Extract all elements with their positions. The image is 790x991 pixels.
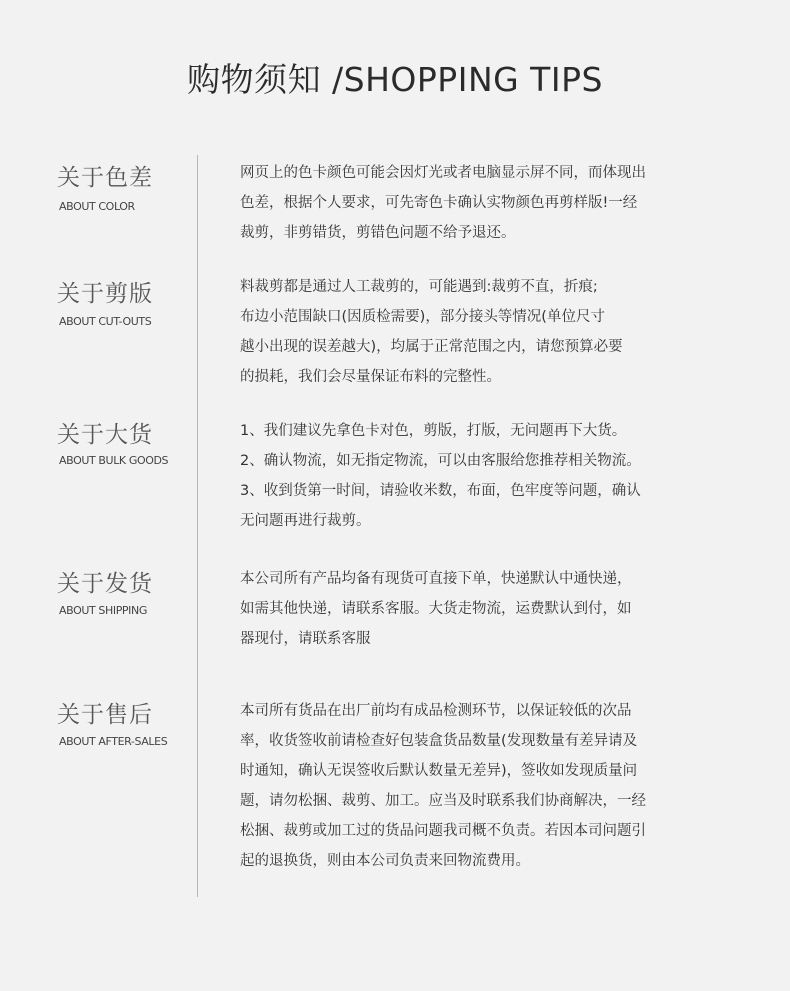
after-sales-text-line: 松捆、裁剪或加工过的货品问题我司概不负责。若因本司问题引	[240, 823, 646, 839]
cutouts-text-line: 料裁剪都是通过人工裁剪的，可能遇到:裁剪不直，折痕;	[240, 279, 598, 295]
bulk-goods-text-line: 1、我们建议先拿色卡对色，剪版，打版，无问题再下大货。	[240, 423, 627, 439]
shipping-text-line: 如需其他快递，请联系客服。大货走物流，运费默认到付，如	[240, 601, 632, 617]
color-text-line: 网页上的色卡颜色可能会因灯光或者电脑显示屏不同，而体现出	[240, 165, 646, 181]
after-sales-text-line: 起的退换货，则由本公司负责来回物流费用。	[240, 853, 530, 869]
bulk-goods-text-line: 3、收到货第一时间，请验收米数，布面，色牢度等问题，确认	[240, 483, 641, 499]
section-subtitle-shipping: ABOUT SHIPPING	[59, 604, 147, 617]
after-sales-text-line: 题，请勿松捆、裁剪、加工。应当及时联系我们协商解决，一经	[240, 793, 646, 809]
after-sales-text-line: 本司所有货品在出厂前均有成品检测环节，以保证较低的次品	[240, 703, 632, 719]
after-sales-text-line: 率，收货签收前请检查好包装盒货品数量(发现数量有差异请及	[240, 733, 638, 749]
section-title-shipping: 关于发货	[57, 571, 153, 597]
cutouts-text-line: 的损耗，我们会尽量保证布料的完整性。	[240, 369, 501, 385]
vertical-divider	[197, 155, 198, 897]
cutouts-text-line: 越小出现的误差越大)，均属于正常范围之内，请您预算必要	[240, 339, 623, 355]
section-subtitle-cutouts: ABOUT CUT-OUTS	[59, 315, 152, 328]
bulk-goods-text-line: 无问题再进行裁剪。	[240, 513, 371, 529]
section-subtitle-after-sales: ABOUT AFTER-SALES	[59, 735, 168, 748]
color-text-line: 色差，根据个人要求，可先寄色卡确认实物颜色再剪样版!一经	[240, 195, 638, 211]
section-subtitle-color: ABOUT COLOR	[59, 200, 135, 213]
cutouts-text-line: 布边小范围缺口(因质检需要)，部分接头等情况(单位尺寸	[240, 309, 605, 325]
after-sales-text-line: 时通知，确认无误签收后默认数量无差异)，签收如发现质量问	[240, 763, 638, 779]
section-subtitle-bulk-goods: ABOUT BULK GOODS	[59, 454, 169, 467]
page-title: 购物须知 /SHOPPING TIPS	[187, 60, 603, 99]
section-title-cutouts: 关于剪版	[57, 281, 153, 307]
section-title-color: 关于色差	[57, 165, 153, 191]
color-text-line: 裁剪，非剪错货，剪错色问题不给予退还。	[240, 225, 516, 241]
bulk-goods-text-line: 2、确认物流，如无指定物流，可以由客服给您推荐相关物流。	[240, 453, 641, 469]
shipping-text-line: 器现付，请联系客服	[240, 631, 371, 647]
section-title-bulk-goods: 关于大货	[57, 422, 153, 448]
section-title-after-sales: 关于售后	[57, 702, 153, 728]
shipping-text-line: 本公司所有产品均备有现货可直接下单，快递默认中通快递，	[240, 571, 632, 587]
